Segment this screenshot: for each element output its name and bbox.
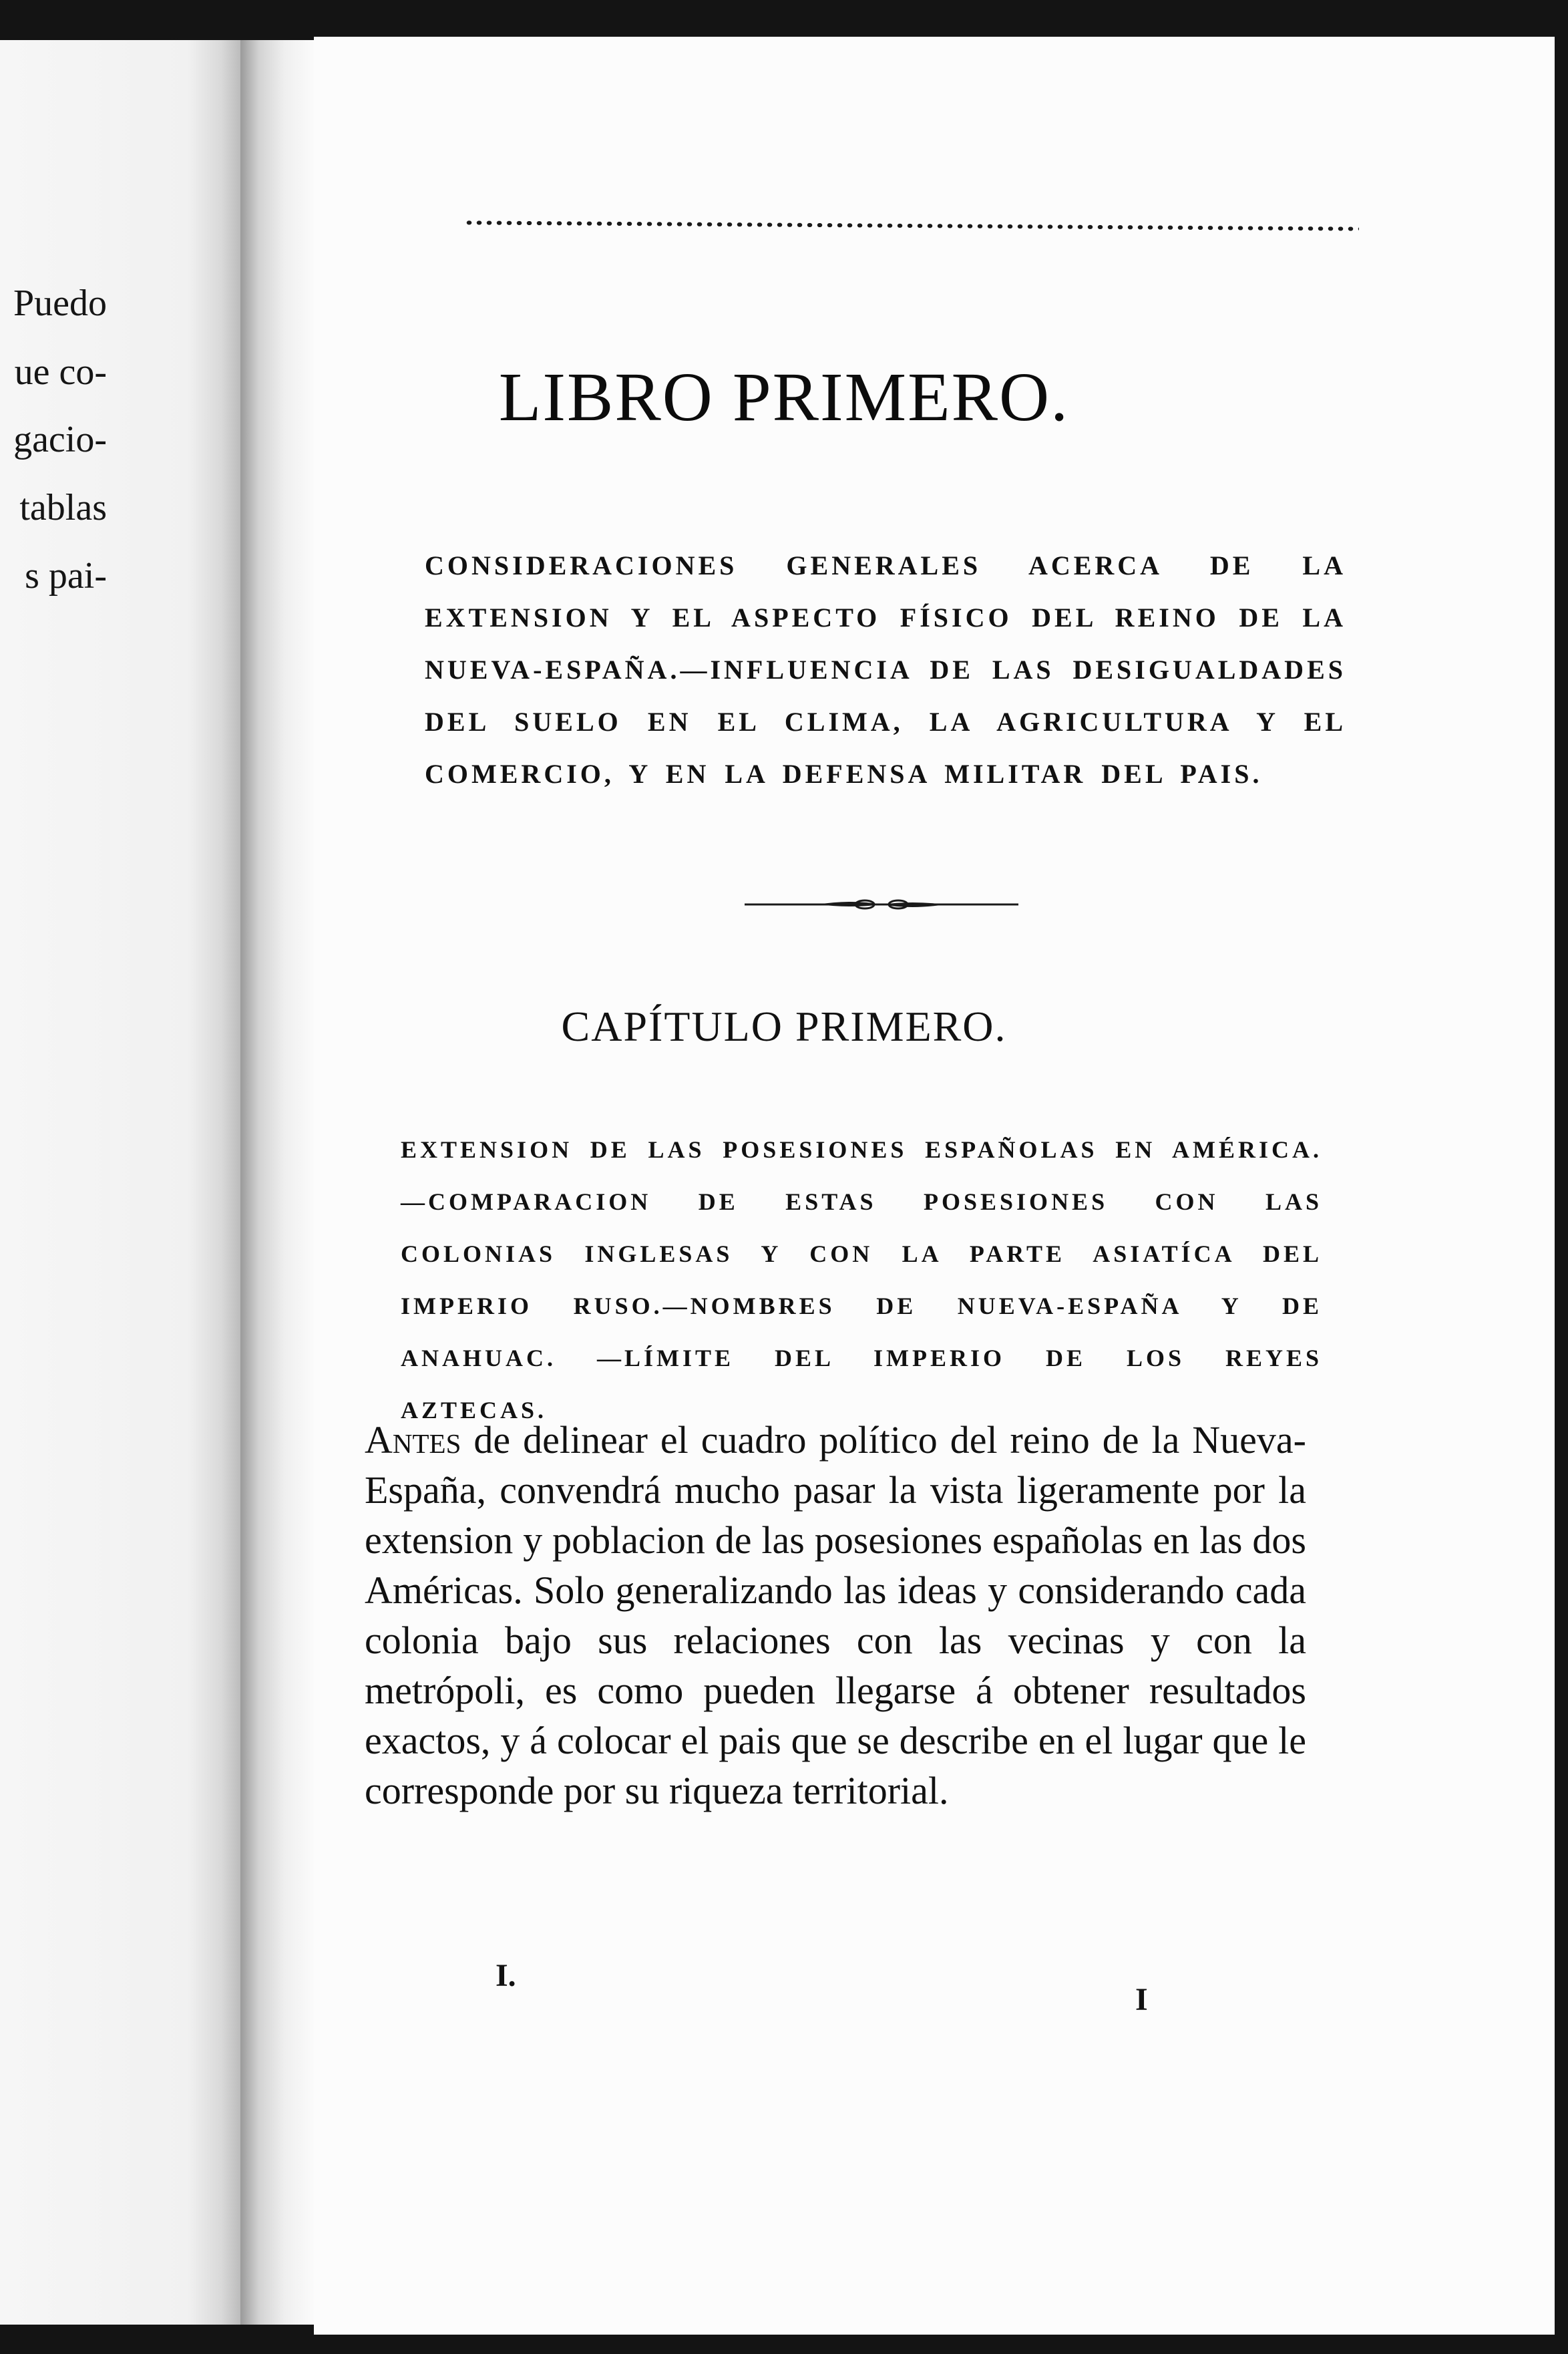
body-text: de delinear el cuadro político del reino de la Nueva-España, convendrá mucho pasar la vista ligeramente por la extension y poblacion de las posesiones españolas en las dos Américas. Solo generalizando las ideas y considerando cada colonia bajo sus relaciones con las vecinas y con la metrópoli, es como pueden llegarse á obtener resultados exactos, y á colocar el pais que se describe en el lugar que le corresponde por su riqueza territorial. (365, 1418, 1306, 1812)
facing-page-line: gacio- (13, 419, 107, 460)
ornamental-divider (745, 898, 1018, 911)
book-summary: CONSIDERACIONES GENERALES ACERCA DE LA EXTENSION Y EL ASPECTO FÍSICO DEL REINO DE LA NUEVA-ESPAÑA.—INFLUENCIA DE LAS DESIGUALDADES DEL SUELO EN EL CLIMA, LA AGRICULTURA Y EL COMERCIO, Y EN LA DEFENSA MILITAR DEL PAIS. (425, 550, 1346, 789)
chapter-summary: EXTENSION DE LAS POSESIONES ESPAÑOLAS EN AMÉRICA. —COMPARACION DE ESTAS POSESIONES CON LAS COLONIAS INGLESAS Y CON LA PARTE ASIATÍCA DEL IMPERIO RUSO.—NOMBRES DE NUEVA-ESPAÑA Y DE ANAHUAC. —LÍMITE DEL IMPERIO DE LOS REYES AZTECAS. (401, 1136, 1322, 1423)
facing-page-line: s pai- (25, 555, 107, 597)
chapter-title: CAPÍTULO PRIMERO. (561, 1003, 1007, 1050)
body-paragraph (365, 1415, 1306, 1816)
facing-page-line: Puedo (13, 283, 107, 324)
facing-page-line: tablas (19, 487, 107, 528)
facing-page-line: ue co- (14, 351, 107, 393)
signature-mark: I. (496, 1958, 516, 1993)
page-number: I (1135, 1982, 1148, 2017)
book-title: LIBRO PRIMERO. (498, 359, 1070, 436)
body-first-word: Antes (365, 1418, 461, 1462)
